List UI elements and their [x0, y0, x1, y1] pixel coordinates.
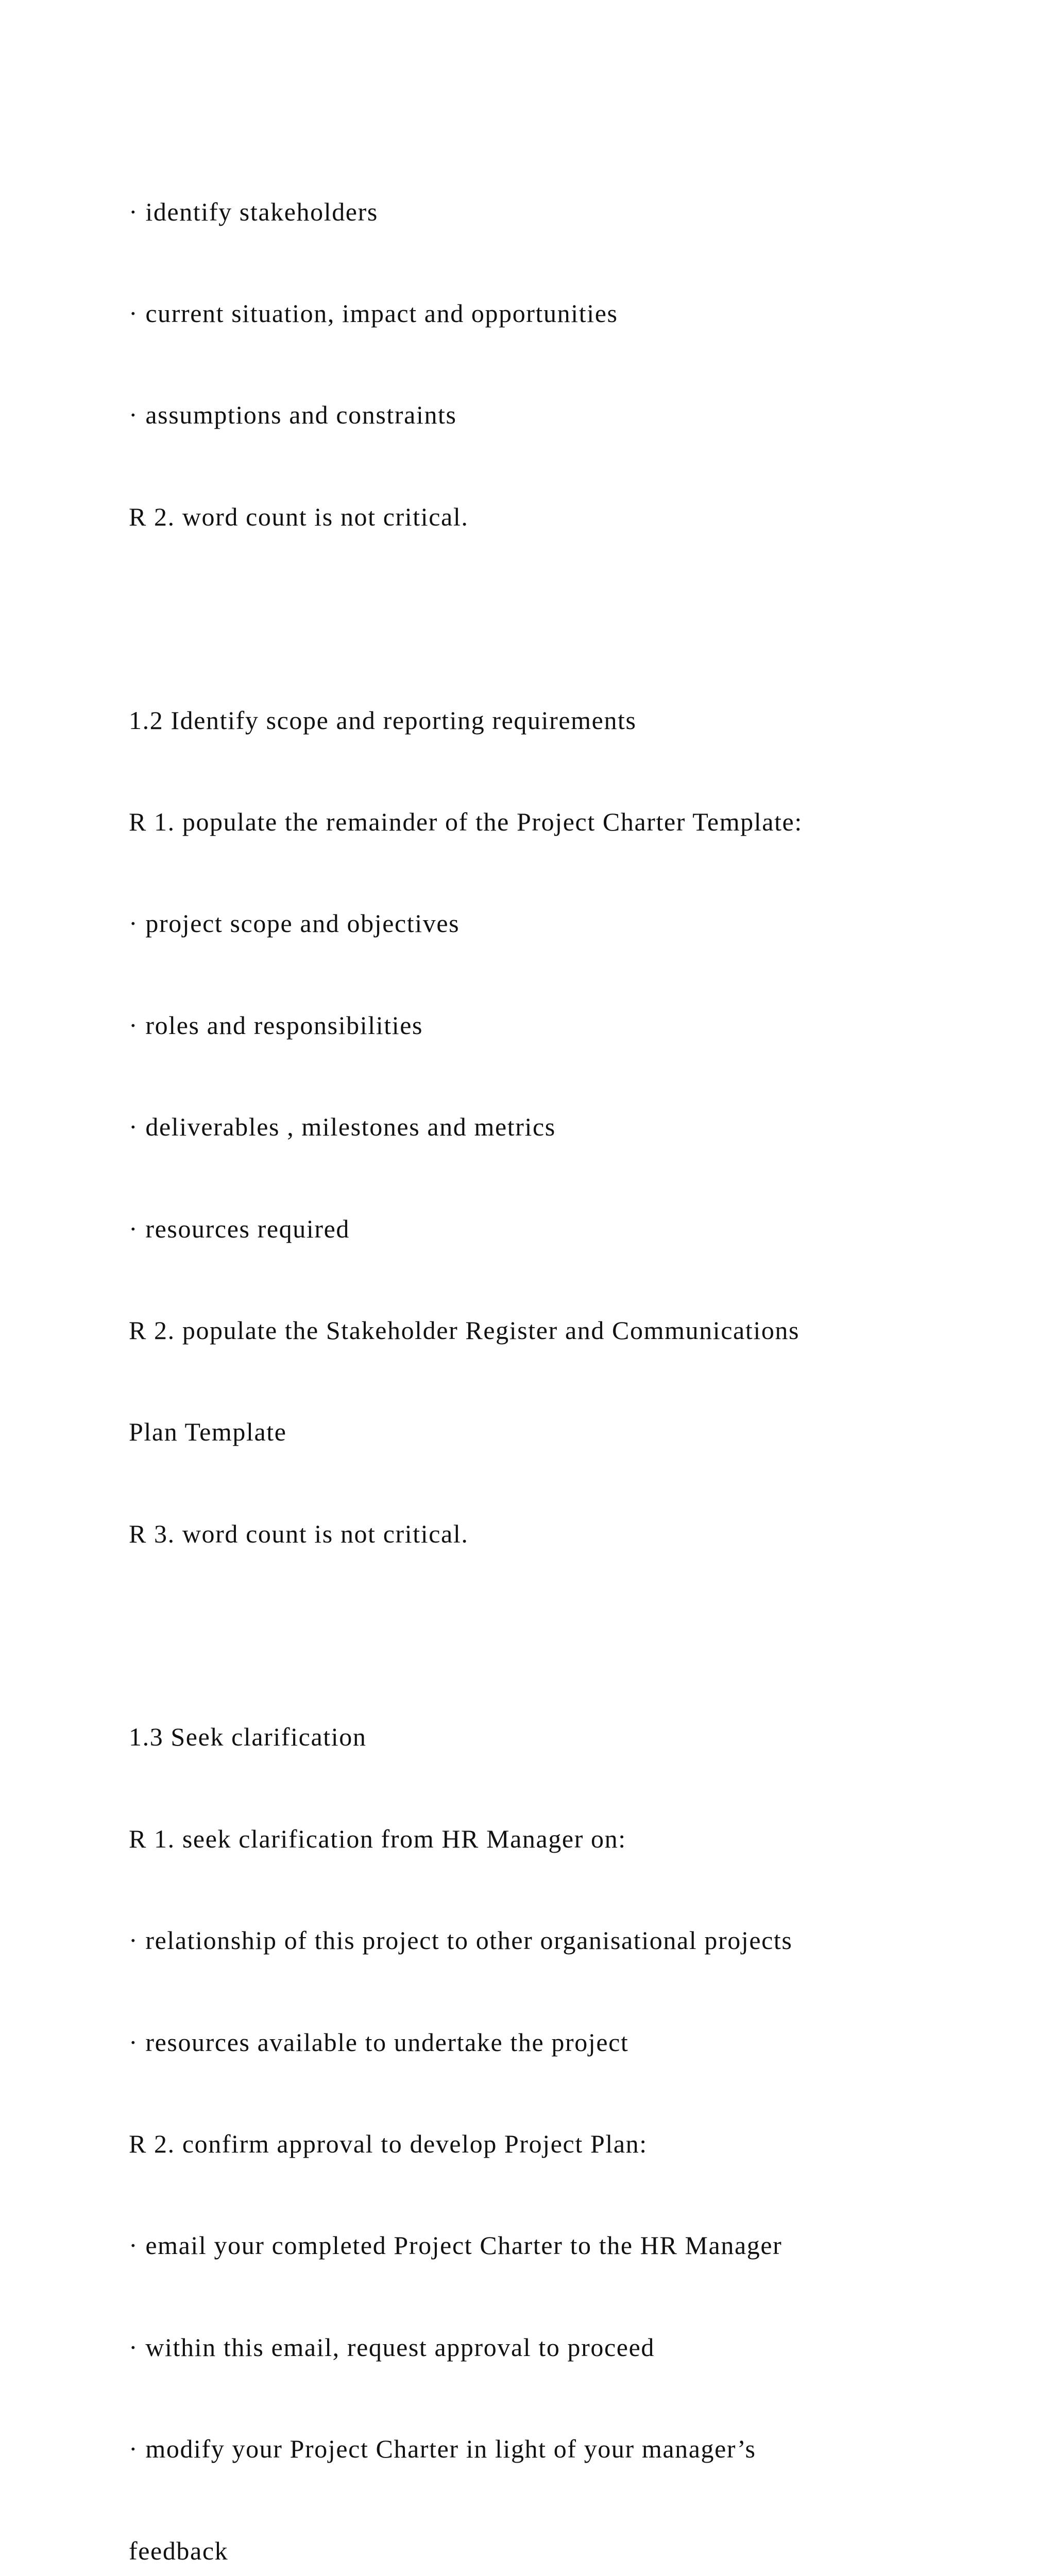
bullet-line: · resources available to undertake the project	[129, 2027, 629, 2057]
section-heading: 1.3 Seek clarification	[129, 1722, 367, 1752]
text-line: feedback	[129, 2536, 229, 2565]
bullet-line: · roles and responsibilities	[129, 1010, 423, 1040]
bullet-line: · resources required	[129, 1214, 350, 1243]
bullet-line: · project scope and objectives	[129, 909, 460, 938]
bullet-line: · current situation, impact and opportunities	[129, 298, 618, 328]
bullet-line: · email your completed Project Charter to the HR Manager	[129, 2231, 782, 2260]
requirement-line: R 3. word count is not critical.	[129, 1519, 469, 1548]
text-line: Plan Template	[129, 1417, 287, 1447]
blank-line	[129, 602, 1005, 636]
requirement-line: R 1. seek clarification from HR Manager on:	[129, 1824, 626, 1853]
bullet-line: · relationship of this project to other organisational projects	[129, 1926, 793, 1955]
bullet-line: · assumptions and constraints	[129, 400, 457, 430]
bullet-line: · modify your Project Charter in light of your manager’s	[129, 2434, 756, 2464]
bullet-line: · deliverables , milestones and metrics	[129, 1112, 556, 1142]
section-heading: 1.2 Identify scope and reporting requirements	[129, 705, 637, 735]
requirement-line: R 2. populate the Stakeholder Register and Communications	[129, 1315, 800, 1345]
requirement-line: R 2. word count is not critical.	[129, 502, 469, 531]
bullet-line: · identify stakeholders	[129, 197, 378, 226]
requirement-line: R 1. populate the remainder of the Project Charter Template:	[129, 807, 803, 836]
requirement-line: R 2. confirm approval to develop Project Plan:	[129, 2129, 648, 2159]
document-body	[129, 127, 1005, 2576]
blank-line	[129, 1619, 1005, 1653]
bullet-line: · within this email, request approval to proceed	[129, 2332, 655, 2362]
